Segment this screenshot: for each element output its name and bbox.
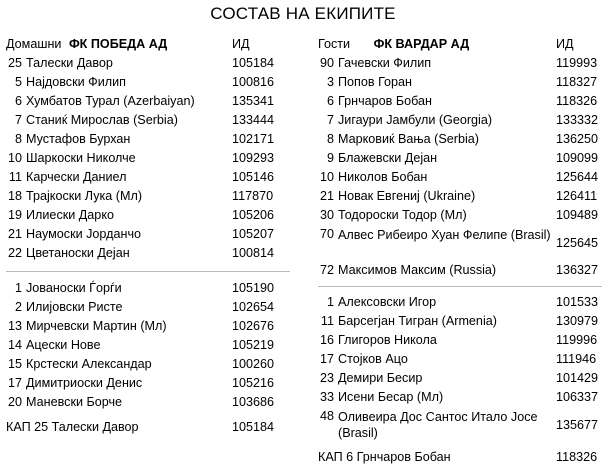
player-name: Глигоров Никола — [338, 333, 437, 347]
player-name: Илијовски Ристе — [26, 300, 123, 314]
home-starters-row — [6, 206, 291, 225]
player-name: Марковиќ Вања (Serbia) — [338, 132, 479, 146]
away-divider — [318, 286, 602, 287]
home-label: Домашни — [6, 37, 62, 51]
home-starters-row — [6, 54, 291, 73]
player-number: 16 — [319, 333, 334, 347]
player-name: Новак Евгениј (Ukraine) — [338, 189, 476, 203]
player-number: 90 — [319, 56, 334, 70]
player-name: Мирчевски Мартин (Мл) — [26, 319, 167, 333]
player-number: 19 — [7, 208, 22, 222]
player-number: 21 — [319, 189, 334, 203]
player-name: Исени Бесар (Мл) — [338, 390, 444, 404]
away-subs-row — [318, 331, 602, 350]
player-number: 13 — [7, 319, 22, 333]
player-id: 106337 — [556, 390, 599, 404]
player-id: 119993 — [556, 56, 598, 70]
player-name: Шаркоски Николче — [26, 151, 136, 165]
player-id: 119996 — [556, 333, 598, 347]
home-captain-row — [6, 418, 291, 437]
player-id: 100816 — [232, 75, 275, 89]
player-name: Максимов Максим (Russia) — [338, 263, 497, 277]
player-name: Наумоски Јорданчо — [26, 227, 142, 241]
player-name: Гачевски Филип — [338, 56, 432, 70]
away-starters-row — [318, 225, 602, 261]
player-number: 14 — [7, 338, 22, 352]
player-number: 10 — [7, 151, 22, 165]
player-id: 133444 — [232, 113, 275, 127]
player-id: 109489 — [556, 208, 599, 222]
player-name: Тодороски Тодор (Мл) — [338, 208, 467, 222]
player-id: 101429 — [556, 371, 599, 385]
away-starters-row — [318, 261, 602, 280]
player-id: 130979 — [556, 314, 599, 328]
away-starters-row — [318, 92, 602, 111]
player-id: 125645 — [556, 236, 599, 250]
player-name: Стојков Ацо — [338, 352, 408, 366]
home-subs-row — [6, 355, 291, 374]
player-id: 105216 — [232, 376, 275, 390]
player-id: 102654 — [232, 300, 275, 314]
player-name: Хумбатов Турал (Azerbaiyan) — [26, 94, 195, 108]
player-number: 1 — [14, 281, 22, 295]
away-starters-row — [318, 111, 602, 130]
player-number: 11 — [8, 170, 22, 184]
away-starters-row — [318, 187, 602, 206]
home-subs-row — [6, 374, 291, 393]
home-starters-row — [6, 111, 291, 130]
player-id: 100260 — [232, 357, 275, 371]
player-id: 109099 — [556, 151, 599, 165]
player-id: 126411 — [556, 189, 598, 203]
away-subs-row — [318, 293, 602, 312]
away-starters-row — [318, 130, 602, 149]
player-name: Ацески Нове — [26, 338, 101, 352]
player-number: 11 — [320, 314, 334, 328]
home-starters-row — [6, 92, 291, 111]
away-subs-list — [318, 293, 602, 443]
home-starters-row — [6, 130, 291, 149]
player-number: 10 — [319, 170, 334, 184]
player-id: 102676 — [232, 319, 275, 333]
home-subs-list — [6, 279, 291, 412]
player-number: 22 — [7, 246, 22, 260]
player-id: 125644 — [556, 170, 599, 184]
player-number: 72 — [319, 263, 334, 277]
player-name: Најдовски Филип — [26, 75, 126, 89]
player-name: Грнчаров Бобан — [338, 94, 432, 108]
home-subs-row — [6, 317, 291, 336]
away-starters-list — [318, 54, 602, 280]
player-number: 48 — [319, 409, 334, 423]
player-id: 100814 — [232, 246, 275, 260]
home-captain-label: КАП 25 Талески Давор — [6, 420, 139, 434]
away-team-name: ФК ВАРДАР АД — [373, 37, 470, 51]
player-number: 1 — [326, 295, 334, 309]
player-id: 133332 — [556, 113, 599, 127]
player-id: 111946 — [556, 352, 597, 366]
player-id: 105190 — [232, 281, 275, 295]
player-name: Карчески Даниел — [26, 170, 127, 184]
player-number: 23 — [319, 371, 334, 385]
player-id: 118327 — [556, 75, 598, 89]
player-id: 136327 — [556, 263, 599, 277]
home-team-header — [6, 35, 291, 54]
home-starters-row — [6, 225, 291, 244]
away-team-header — [318, 35, 602, 54]
player-id: 117870 — [232, 189, 274, 203]
player-id: 135341 — [232, 94, 275, 108]
player-number: 7 — [14, 113, 22, 127]
player-number: 5 — [14, 75, 22, 89]
away-starters-row — [318, 54, 602, 73]
player-number: 18 — [7, 189, 22, 203]
player-name: Маневски Борче — [26, 395, 123, 409]
player-number: 8 — [326, 132, 334, 146]
player-number: 30 — [319, 208, 334, 222]
player-number: 6 — [14, 94, 22, 108]
player-number: 2 — [14, 300, 22, 314]
away-starters-row — [318, 206, 602, 225]
away-subs-row — [318, 369, 602, 388]
player-number: 6 — [326, 94, 334, 108]
player-name: Крстески Александар — [26, 357, 152, 371]
player-id: 105206 — [232, 208, 275, 222]
player-id: 136250 — [556, 132, 599, 146]
home-captain-id: 105184 — [232, 420, 275, 434]
player-number: 3 — [326, 75, 334, 89]
home-subs-row — [6, 336, 291, 355]
player-name: Мустафов Бурхан — [26, 132, 131, 146]
home-divider — [6, 271, 290, 272]
player-name: Димитриоски Денис — [26, 376, 143, 390]
player-id: 101533 — [556, 295, 599, 309]
player-id: 109293 — [232, 151, 275, 165]
player-number: 20 — [7, 395, 22, 409]
away-captain-row — [318, 448, 602, 467]
player-number: 70 — [319, 227, 334, 241]
player-name: Талески Давор — [26, 56, 113, 70]
player-id: 105146 — [232, 170, 275, 184]
away-subs-row — [318, 388, 602, 407]
player-number: 8 — [14, 132, 22, 146]
away-starters-row — [318, 168, 602, 187]
home-subs-row — [6, 298, 291, 317]
player-id: 102171 — [232, 132, 275, 146]
away-subs-row — [318, 350, 602, 369]
home-starters-row — [6, 73, 291, 92]
player-number: 15 — [7, 357, 22, 371]
player-name: Јованоски Ѓорѓи — [26, 281, 122, 295]
player-name: Јигаури Јамбули (Georgia) — [338, 113, 493, 127]
away-id-header: ИД — [556, 37, 574, 51]
home-id-header: ИД — [232, 37, 250, 51]
player-name: Блажевски Дејан — [338, 151, 438, 165]
home-starters-list — [6, 54, 291, 263]
player-number: 25 — [7, 56, 22, 70]
away-starters-row — [318, 73, 602, 92]
player-name: Оливеира Дос Сантос Итало Јосе (Brasil) — [338, 410, 538, 440]
away-subs-row — [318, 407, 602, 443]
player-number: 17 — [319, 352, 334, 366]
player-name: Илиески Дарко — [26, 208, 114, 222]
home-subs-row — [6, 279, 291, 298]
player-name: Алвес Рибеиро Хуан Фелипе (Brasil) — [338, 228, 551, 242]
away-label: Гости — [318, 37, 351, 51]
home-team-name: ФК ПОБЕДА АД — [68, 37, 168, 51]
player-name: Попов Горан — [338, 75, 413, 89]
player-name: Барсегјан Тигран (Armenia) — [338, 314, 497, 328]
player-id: 105219 — [232, 338, 275, 352]
player-name: Трајкоски Лука (Мл) — [26, 189, 143, 203]
home-subs-row — [6, 393, 291, 412]
player-number: 21 — [7, 227, 22, 241]
player-id: 103686 — [232, 395, 275, 409]
player-number: 33 — [319, 390, 334, 404]
away-captain-label: КАП 6 Грнчаров Бобан — [318, 450, 451, 464]
player-id: 105207 — [232, 227, 275, 241]
home-starters-row — [6, 168, 291, 187]
player-number: 9 — [326, 151, 334, 165]
away-captain-id: 118326 — [556, 450, 598, 464]
home-starters-row — [6, 187, 291, 206]
home-starters-row — [6, 244, 291, 263]
player-id: 105184 — [232, 56, 275, 70]
player-number: 17 — [7, 376, 22, 390]
player-id: 135677 — [556, 418, 599, 432]
player-name: Николов Бобан — [338, 170, 428, 184]
player-name: Станиќ Мирослав (Serbia) — [26, 113, 178, 127]
player-name: Цветаноски Дејан — [26, 246, 130, 260]
away-starters-row — [318, 149, 602, 168]
home-starters-row — [6, 149, 291, 168]
player-number: 7 — [326, 113, 334, 127]
away-subs-row — [318, 312, 602, 331]
player-name: Алексовски Игор — [338, 295, 437, 309]
player-name: Демири Бесир — [338, 371, 423, 385]
page-title: СОСТАВ НА ЕКИПИТЕ — [210, 4, 396, 23]
player-id: 118326 — [556, 94, 598, 108]
